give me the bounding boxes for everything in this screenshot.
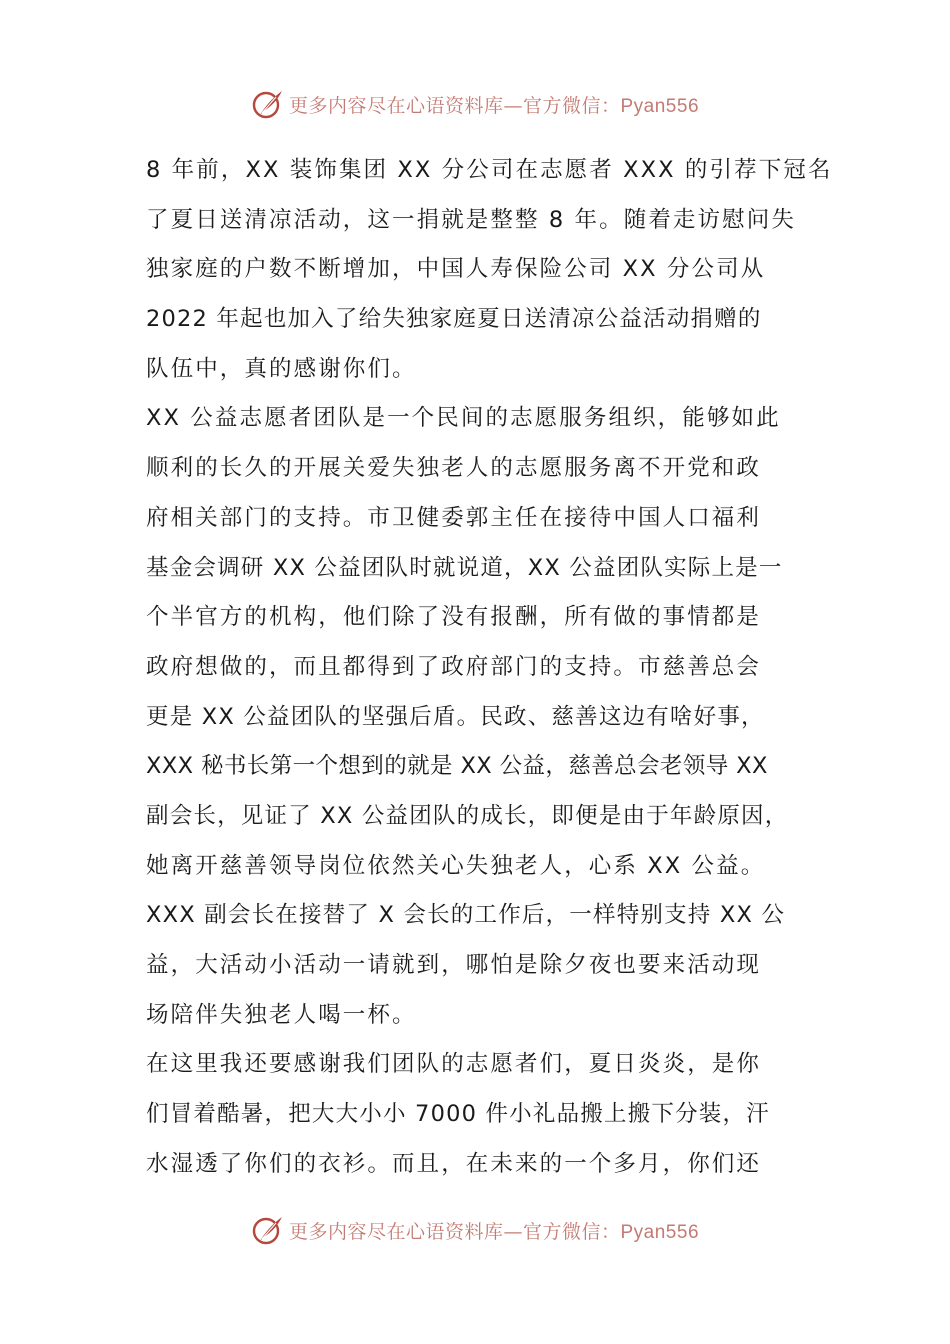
document-body	[146, 146, 833, 1189]
text-line: 副会长，见证了 XX 公益团队的成长，即便是由于年龄原因，	[146, 802, 789, 829]
footer-banner	[0, 1210, 950, 1250]
text-line: 府相关部门的支持。市卫健委郭主任在接待中国人口福利	[146, 504, 762, 531]
text-line: 独家庭的户数不断增加，中国人寿保险公司 XX 分公司从	[146, 256, 766, 283]
header-wechat-id: Pyan556	[620, 95, 700, 117]
text-line: 队伍中，真的感谢你们。	[146, 355, 417, 382]
footer-banner-text: 更多内容尽在心语资料库—官方微信：Pyan556	[288, 1220, 700, 1243]
text-line: 8 年前，XX 装饰集团 XX 分公司在志愿者 XXX 的引荐下冠名	[146, 157, 833, 183]
text-line: 基金会调研 XX 公益团队时就说道，XX 公益团队实际上是一	[146, 554, 783, 581]
header-banner-text: 更多内容尽在心语资料库—官方微信：Pyan556	[288, 94, 700, 117]
text-line: XXX 副会长在接替了 X 会长的工作后，一样特别支持 XX 公	[146, 902, 786, 929]
quill-pen-logo-icon	[251, 87, 285, 121]
text-line: 在这里我还要感谢我们团队的志愿者们，夏日炎炎，是你	[146, 1051, 762, 1078]
text-line: 益，大活动小活动一请就到，哪怕是除夕夜也要来活动现	[146, 952, 762, 978]
text-line: XXX 秘书长第一个想到的就是 XX 公益，慈善总会老领导 XX	[146, 753, 768, 780]
text-line: XX 公益志愿者团队是一个民间的志愿服务组织，能够如此	[146, 405, 781, 432]
text-line: 场陪伴失独老人喝一杯。	[146, 1001, 417, 1028]
footer-wechat-id: Pyan556	[620, 1221, 700, 1243]
text-line: 她离开慈善领导岗位依然关心失独老人，心系 XX 公益。	[146, 852, 766, 879]
text-line: 更是 XX 公益团队的坚强后盾。民政、慈善这边有啥好事，	[146, 703, 765, 730]
text-line: 政府想做的，而且都得到了政府部门的支持。市慈善总会	[146, 653, 762, 680]
text-line: 了夏日送清凉活动，这一捐就是整整 8 年。随着走访慰问失	[146, 206, 796, 233]
quill-pen-logo-icon	[251, 1213, 285, 1247]
text-line: 2022 年起也加入了给失独家庭夏日送清凉公益活动捐赠的	[146, 306, 762, 333]
text-line: 水湿透了你们的衣衫。而且，在未来的一个多月，你们还	[146, 1150, 762, 1177]
header-banner	[0, 84, 950, 124]
text-line: 们冒着酷暑，把大大小小 7000 件小礼品搬上搬下分装，汗	[146, 1101, 770, 1128]
text-line: 顺利的长久的开展关爱失独老人的志愿服务离不开党和政	[146, 455, 762, 482]
text-line: 个半官方的机构，他们除了没有报酬，所有做的事情都是	[146, 604, 762, 631]
